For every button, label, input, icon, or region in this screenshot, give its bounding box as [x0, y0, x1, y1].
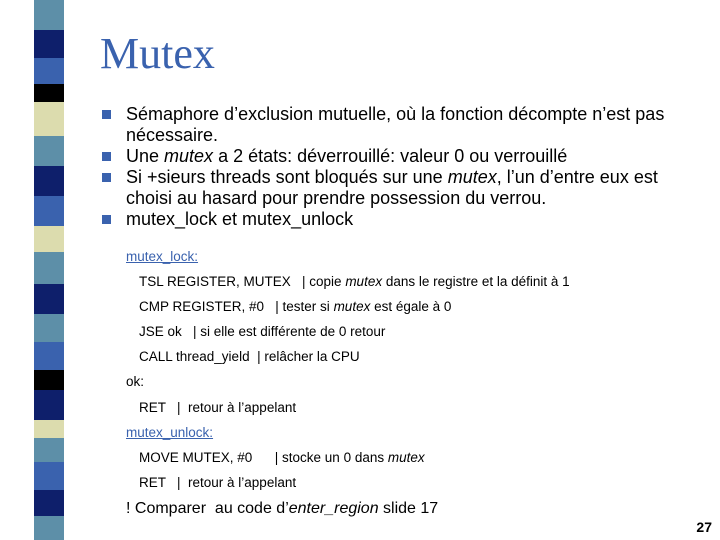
strip-block	[34, 196, 64, 226]
bullet-square-icon	[102, 215, 111, 224]
decorative-strip	[34, 0, 64, 540]
bullet-square-icon	[102, 152, 111, 161]
code-line-move	[139, 450, 425, 466]
strip-block	[34, 314, 64, 342]
strip-block	[34, 490, 64, 516]
strip-block	[34, 370, 64, 390]
bullet-text: , l’un d’entre eux est	[496, 167, 658, 187]
footnote-text: ! Comparer au code d’	[126, 500, 289, 517]
code-line-ret: RET | retour à l’appelant	[139, 475, 297, 490]
footnote	[126, 500, 438, 518]
strip-block	[34, 226, 64, 252]
code-emphasis: mutex	[345, 274, 383, 289]
strip-block	[34, 438, 64, 462]
code-emphasis: mutex	[387, 450, 425, 465]
footnote-emphasis: enter_region	[288, 500, 379, 517]
bullet-text: nécessaire.	[126, 125, 219, 145]
code-text: dans le registre et la définit à 1	[382, 274, 570, 289]
bullet-item	[100, 209, 700, 230]
bullet-item	[100, 146, 700, 167]
bullet-text: Si +sieurs threads sont bloqués sur une	[126, 167, 448, 187]
code-text: TSL REGISTER, MUTEX | copie	[139, 274, 346, 289]
bullet-text: mutex_lock et mutex_unlock	[126, 209, 354, 229]
bullet-square-icon	[102, 110, 111, 119]
strip-block	[34, 0, 64, 30]
code-line-jse: JSE ok | si elle est différente de 0 retour	[139, 324, 386, 339]
strip-block	[34, 58, 64, 84]
bullet-item	[100, 104, 700, 146]
strip-block	[34, 136, 64, 166]
code-label-mutex-unlock[interactable]: mutex_unlock:	[126, 425, 214, 440]
code-line-cmp	[139, 299, 451, 315]
bullet-text: a 2 états: déverrouillé: valeur 0 ou verrouillé	[213, 146, 568, 166]
code-text: MOVE MUTEX, #0 | stocke un 0 dans	[139, 450, 388, 465]
strip-block	[34, 30, 64, 58]
strip-block	[34, 102, 64, 136]
code-label-ok: ok:	[126, 374, 145, 389]
bullet-item	[100, 167, 700, 209]
code-label-mutex-lock[interactable]: mutex_lock:	[126, 249, 199, 264]
strip-block	[34, 252, 64, 284]
strip-block	[34, 84, 64, 102]
strip-block	[34, 166, 64, 196]
code-text: CMP REGISTER, #0 | tester si	[139, 299, 334, 314]
code-line-ret: RET | retour à l’appelant	[139, 400, 297, 415]
strip-block	[34, 462, 64, 490]
footnote-text: slide 17	[378, 500, 439, 517]
bullet-text: choisi au hasard pour prendre possession du verrou.	[126, 188, 547, 208]
page-number: 27	[696, 519, 712, 535]
strip-block	[34, 342, 64, 370]
code-line-call: CALL thread_yield | relâcher la CPU	[139, 349, 360, 364]
bullet-list	[100, 104, 700, 230]
bullet-text: Une	[126, 146, 165, 166]
strip-block	[34, 390, 64, 420]
code-text: est égale à 0	[370, 299, 452, 314]
code-emphasis: mutex	[333, 299, 371, 314]
slide-title: Mutex	[100, 29, 215, 78]
bullet-emphasis: mutex	[447, 167, 497, 187]
code-line-tsl	[139, 274, 570, 290]
bullet-emphasis: mutex	[164, 146, 214, 166]
bullet-text: Sémaphore d’exclusion mutuelle, où la fonction décompte n’est pas	[126, 104, 665, 124]
bullet-square-icon	[102, 173, 111, 182]
strip-block	[34, 516, 64, 540]
strip-block	[34, 284, 64, 314]
strip-block	[34, 420, 64, 438]
